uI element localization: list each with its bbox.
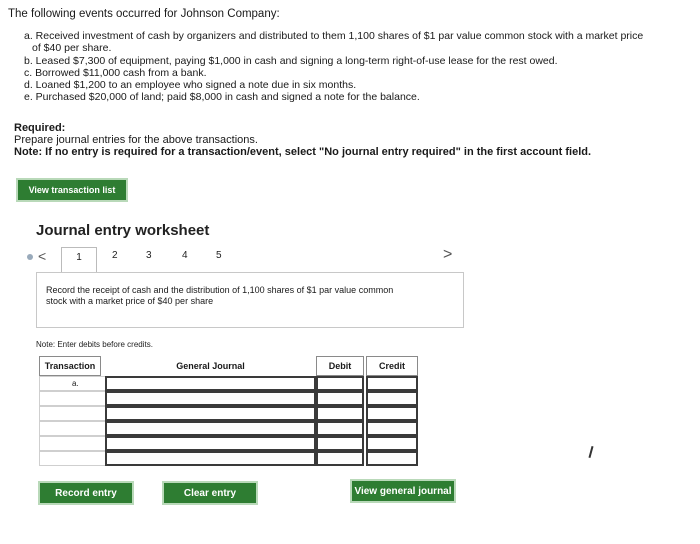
record-entry-button[interactable]: Record entry <box>38 481 134 505</box>
credit-input[interactable] <box>366 406 418 421</box>
table-row <box>39 391 418 406</box>
credit-input[interactable] <box>366 421 418 436</box>
transaction-description: Record the receipt of cash and the distribution of 1,100 shares of $1 par value common stock with a market price of $40 per share <box>46 285 394 306</box>
tab-2[interactable]: 2 <box>112 250 118 261</box>
transaction-cell <box>39 406 105 421</box>
debit-input[interactable] <box>316 451 364 466</box>
required-note: Note: If no entry is required for a transaction/event, select "No journal entry required" in the first account field. <box>14 146 592 158</box>
account-input[interactable] <box>105 451 316 466</box>
tab-5[interactable]: 5 <box>216 250 222 261</box>
transaction-cell <box>39 436 105 451</box>
debit-input[interactable] <box>316 421 364 436</box>
debit-credit-note: Note: Enter debits before credits. <box>36 340 153 349</box>
nav-indicator-icon <box>27 254 33 260</box>
table-row <box>39 421 418 436</box>
credit-input[interactable] <box>366 451 418 466</box>
account-input[interactable] <box>105 391 316 406</box>
required-text: Prepare journal entries for the above transactions. <box>14 134 258 146</box>
debit-input[interactable] <box>316 436 364 451</box>
event-b: b. Leased $7,300 of equipment, paying $1,000 in cash and signing a long-term right-of-use lease for the rest owed. <box>24 54 558 67</box>
table-row <box>39 376 418 391</box>
column-header-transaction: Transaction <box>39 356 101 376</box>
account-input[interactable] <box>105 376 316 391</box>
column-header-general-journal: General Journal <box>176 361 245 371</box>
required-heading: Required: <box>14 122 66 134</box>
event-c: c. Borrowed $11,000 cash from a bank. <box>24 66 207 79</box>
event-list <box>24 30 654 104</box>
transaction-cell <box>39 421 105 436</box>
problem-intro: The following events occurred for Johnson Company: <box>8 8 280 20</box>
column-header-credit: Credit <box>366 356 418 376</box>
credit-input[interactable] <box>366 391 418 406</box>
table-row <box>39 436 418 451</box>
clear-entry-button[interactable]: Clear entry <box>162 481 258 505</box>
transaction-cell <box>39 451 105 466</box>
tab-4[interactable]: 4 <box>182 250 188 261</box>
table-row <box>39 406 418 421</box>
table-row <box>39 451 418 466</box>
column-header-debit: Debit <box>316 356 364 376</box>
debit-input[interactable] <box>316 391 364 406</box>
debit-input[interactable] <box>316 376 364 391</box>
event-d: d. Loaned $1,200 to an employee who signed a note due in six months. <box>24 79 357 92</box>
account-input[interactable] <box>105 406 316 421</box>
transaction-cell: a. <box>39 376 105 391</box>
account-input[interactable] <box>105 436 316 451</box>
credit-input[interactable] <box>366 436 418 451</box>
account-input[interactable] <box>105 421 316 436</box>
debit-input[interactable] <box>316 406 364 421</box>
stray-mark <box>588 446 593 458</box>
view-general-journal-button[interactable]: View general journal <box>350 479 456 503</box>
tab-1[interactable]: 1 <box>61 247 97 273</box>
event-a: a. Received investment of cash by organizers and distributed to them 1,100 shares of $1 par value common stock with a market price of $40 per share. <box>24 30 644 55</box>
chevron-right-icon[interactable]: > <box>443 246 453 263</box>
chevron-left-icon[interactable]: < <box>38 248 47 264</box>
worksheet-title: Journal entry worksheet <box>36 222 210 239</box>
transaction-cell <box>39 391 105 406</box>
credit-input[interactable] <box>366 376 418 391</box>
tab-3[interactable]: 3 <box>146 250 152 261</box>
view-transaction-list-button[interactable]: View transaction list <box>16 178 128 202</box>
event-e: e. Purchased $20,000 of land; paid $8,000 in cash and signed a note for the balance. <box>24 91 420 104</box>
